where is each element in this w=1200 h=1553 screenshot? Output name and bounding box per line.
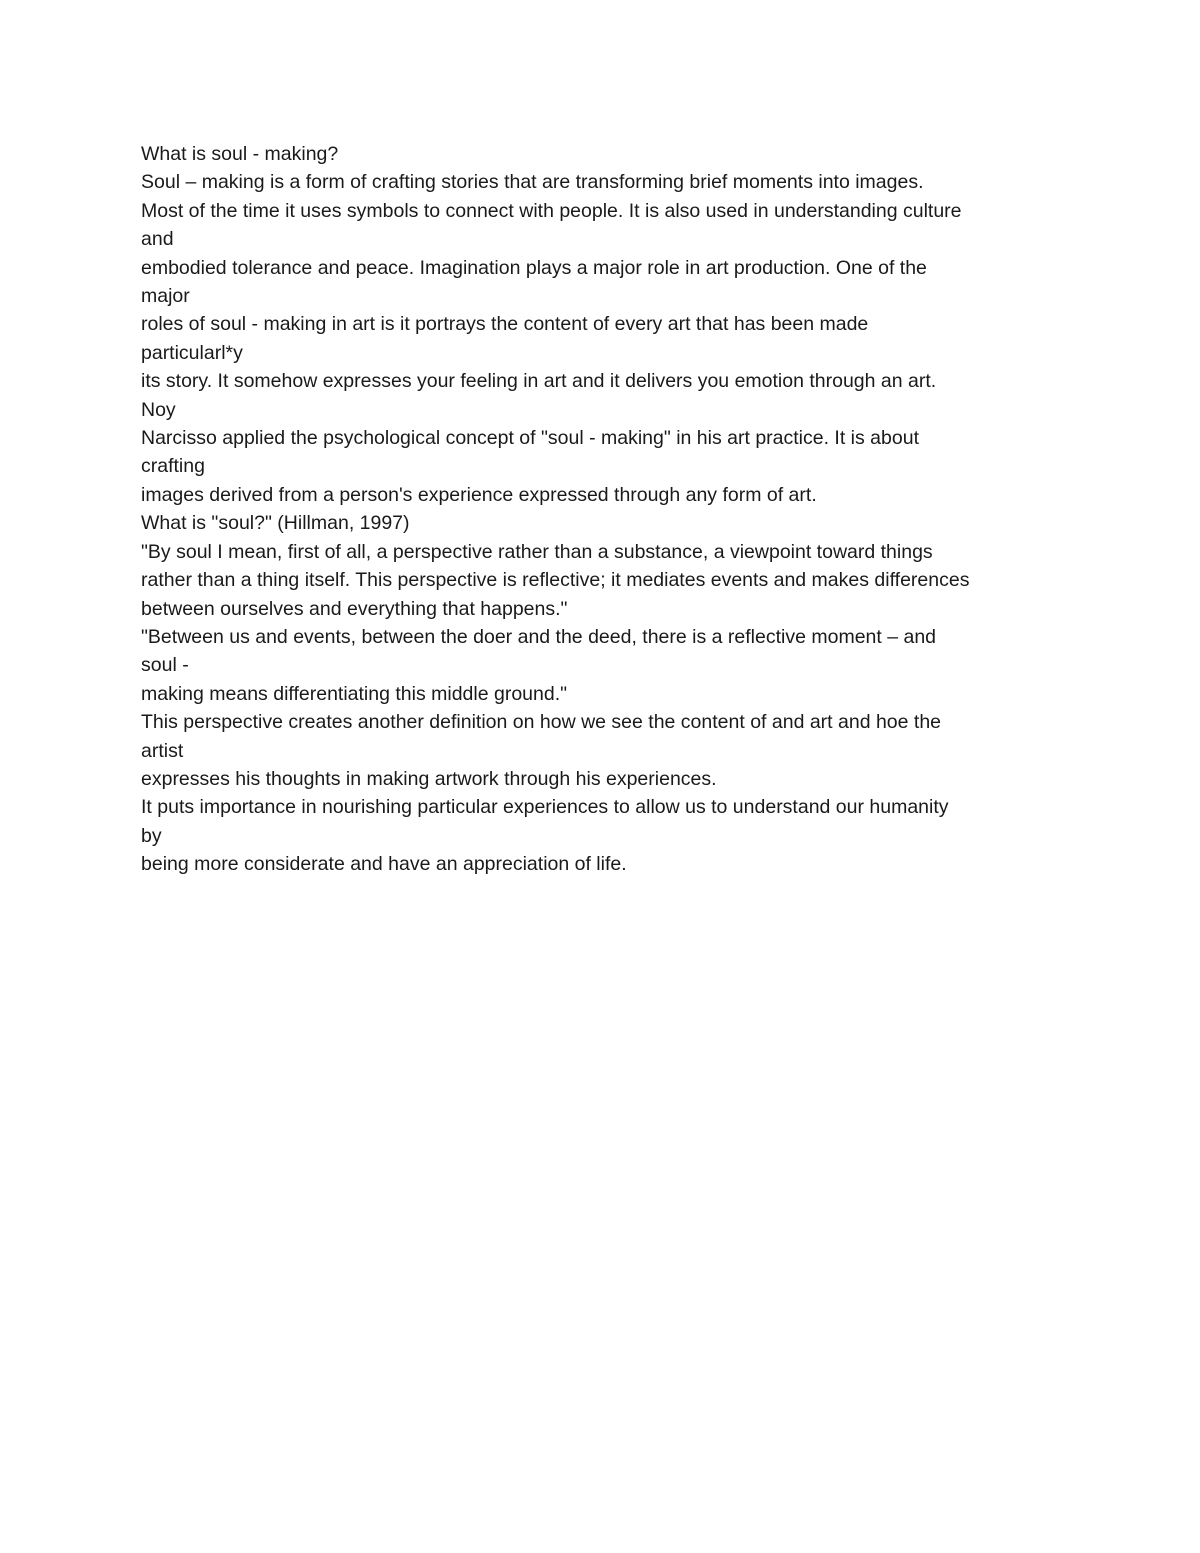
text-line: its story. It somehow expresses your feeling in art and it delivers you emotion through an art.: [141, 370, 937, 393]
heading-soul-making: What is soul - making?: [141, 143, 339, 165]
heading-what-is-soul: What is "soul?" (Hillman, 1997): [141, 512, 410, 535]
quote-line: rather than a thing itself. This perspective is reflective; it mediates events and makes differences: [141, 569, 970, 592]
text-line: embodied tolerance and peace. Imagination plays a major role in art production. One of the: [141, 256, 927, 279]
text-line: expresses his thoughts in making artwork through his experiences.: [141, 767, 717, 790]
text-line: artist: [141, 739, 184, 762]
text-line: by: [141, 824, 162, 847]
text-line: major: [141, 285, 190, 308]
text-line: images derived from a person's experience expressed through any form of art.: [141, 483, 817, 506]
quote-line: between ourselves and everything that happens.": [141, 597, 568, 620]
text-line: being more considerate and have an appreciation of life.: [141, 853, 627, 876]
text-line: roles of soul - making in art is it portrays the content of every art that has been made: [141, 313, 869, 336]
text-line: This perspective creates another definition on how we see the content of and art and hoe the: [141, 711, 942, 734]
text-line: and: [141, 228, 174, 251]
document-body: [141, 140, 1081, 879]
text-line: Soul – making is a form of crafting stories that are transforming brief moments into images.: [141, 171, 924, 194]
quote-line: soul -: [141, 654, 189, 677]
text-line: crafting: [141, 455, 205, 478]
text-line: It puts importance in nourishing particular experiences to allow us to understand our humanity: [141, 796, 949, 819]
quote-line: "Between us and events, between the doer and the deed, there is a reflective moment – and: [141, 625, 937, 648]
quote-line: "By soul I mean, first of all, a perspective rather than a substance, a viewpoint toward things: [141, 540, 933, 563]
text-line: Most of the time it uses symbols to connect with people. It is also used in understanding culture: [141, 199, 962, 222]
text-line: particularl*y: [141, 341, 243, 364]
text-line: Noy: [141, 398, 176, 421]
text-line: Narcisso applied the psychological concept of "soul - making" in his art practice. It is about: [141, 427, 919, 450]
quote-line: making means differentiating this middle ground.": [141, 682, 568, 705]
